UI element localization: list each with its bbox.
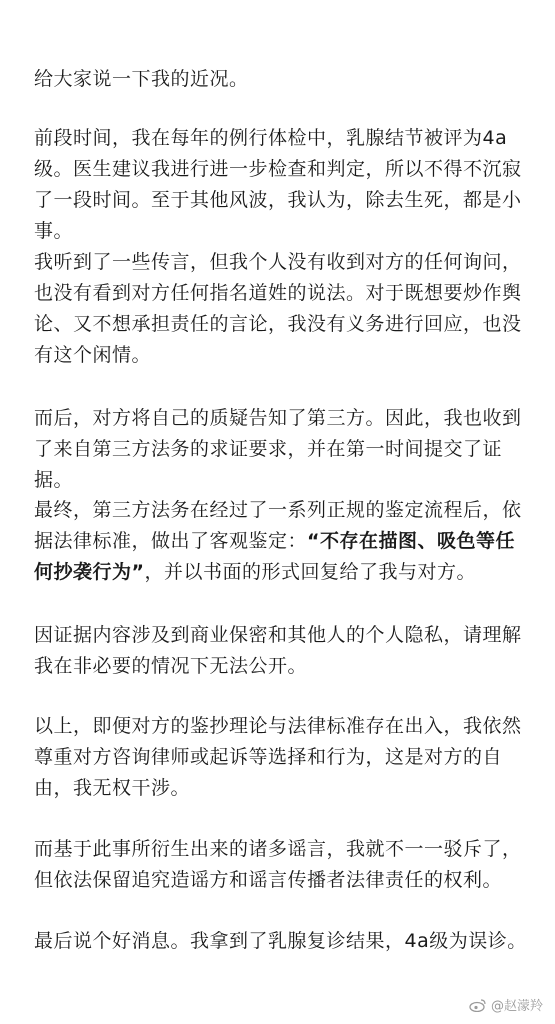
paragraph-3: 我听到了一些传言，但我个人没有收到对方的任何询问，也没有看到对方任何指名道姓的说法。对于既想要炒作舆论、又不想承担责任的言论，我没有义务进行回应，也没有这个闲情。 bbox=[34, 251, 522, 366]
weibo-watermark bbox=[469, 995, 543, 1014]
paragraph-8: 而基于此事所衍生出来的诸多谣言，我就不一一驳斥了，但依法保留追究造谣方和谣言传播者法律责任的权利。 bbox=[34, 838, 522, 891]
paragraph-1: 给大家说一下我的近况。 bbox=[34, 68, 249, 90]
watermark-handle: @赵濛羚 bbox=[490, 999, 543, 1014]
paragraph-5-lead: 最终，第三方法务在经过了一系列正规的鉴定流程后，依据法律标准，做出了客观鉴定： bbox=[34, 499, 522, 552]
paragraph-6: 因证据内容涉及到商业保密和其他人的个人隐私，请理解我在非必要的情况下无法公开。 bbox=[34, 624, 522, 677]
paragraph-5-tail: ，并以书面的形式回复给了我与对方。 bbox=[144, 561, 477, 583]
paragraph-5-verdict: “不存在描图、吸色等任何抄袭行为” bbox=[34, 530, 516, 583]
paragraph-9: 最后说个好消息。我拿到了乳腺复诊结果，4a级为误诊。 bbox=[34, 930, 527, 952]
paragraph-5 bbox=[34, 495, 529, 588]
paragraph-7: 以上，即便对方的鉴抄理论与法律标准存在出入，我依然尊重对方咨询律师或起诉等选择和行为，这是对方的自由，我无权干涉。 bbox=[34, 715, 522, 799]
paragraph-2: 前段时间，我在每年的例行体检中，乳腺结节被评为4a级。医生建议我进行进一步检查和判定，所以不得不沉寂了一段时间。至于其他风波，我认为，除去生死，都是小事。 bbox=[34, 127, 522, 242]
weibo-icon bbox=[469, 998, 487, 1012]
paragraph-4: 而后，对方将自己的质疑告知了第三方。因此，我也收到了来自第三方法务的求证要求，并在第一时间提交了证据。 bbox=[34, 407, 522, 491]
